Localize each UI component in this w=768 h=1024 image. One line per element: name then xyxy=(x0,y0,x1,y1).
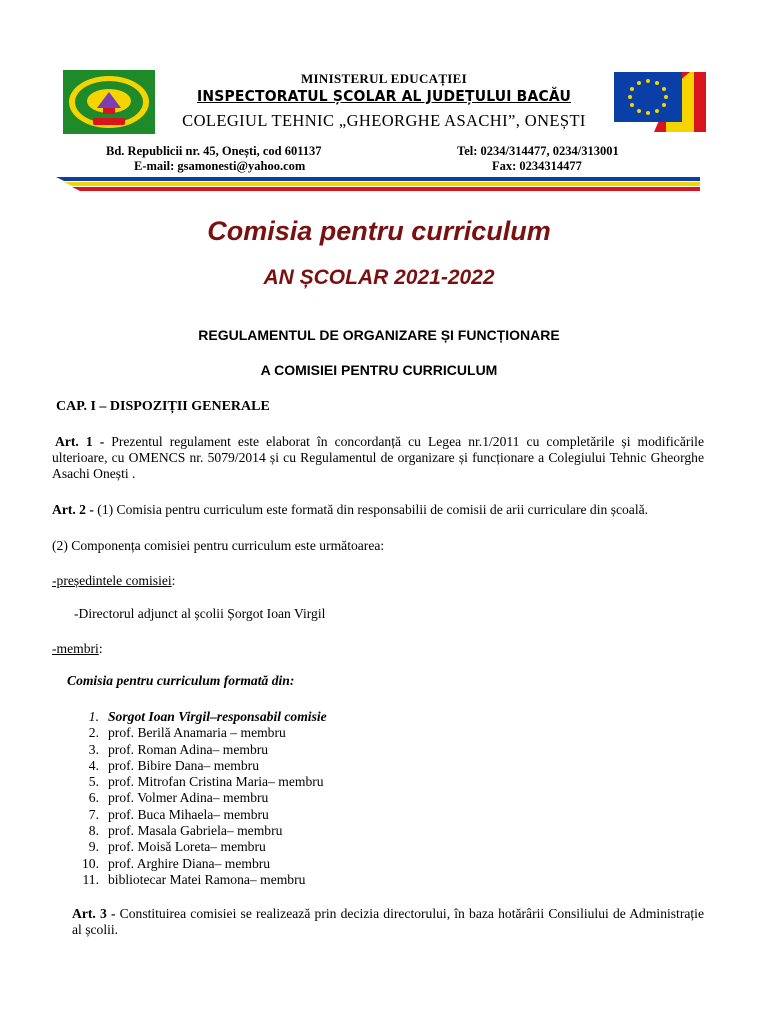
list-item: 4. prof. Bibire Dana– membru xyxy=(88,757,259,773)
list-item: 8. prof. Masala Gabriela– membru xyxy=(88,823,283,839)
ministry-name: MINISTERUL EDUCAȚIEI xyxy=(300,71,467,86)
article-2-paragraph-2: (2) Componența comisiei pentru curriculum este următoarea: xyxy=(52,538,385,553)
article-1 xyxy=(52,434,704,482)
president-label-colon: : xyxy=(171,573,176,588)
school-fax: Fax: 0234314477 xyxy=(492,159,582,173)
article-3-label: Art. 3 - xyxy=(72,906,116,921)
members-list-heading: Comisia pentru curriculum formată din: xyxy=(67,673,295,688)
document-title: Comisia pentru curriculum xyxy=(207,216,551,246)
list-item: 6. prof. Volmer Adina– membru xyxy=(88,790,269,806)
president-name: -Directorul adjunct al școlii Șorgot Ioan Virgil xyxy=(74,606,326,621)
members-label-text: -membri xyxy=(52,641,99,656)
list-item: 1. Sorgot Ioan Virgil–responsabil comisie xyxy=(88,709,327,724)
members-label xyxy=(52,641,704,657)
eu-romania-flag-logo xyxy=(614,72,706,132)
school-phone: Tel: 0234/314477, 0234/313001 xyxy=(457,144,619,158)
list-item: 11. bibliotecar Matei Ramona– membru xyxy=(82,871,306,887)
school-year: AN ȘCOLAR 2021-2022 xyxy=(263,266,495,289)
list-item: 7. prof. Buca Mihaela– membru xyxy=(88,806,269,822)
members-label-colon: : xyxy=(98,641,103,656)
regulation-title-line-2: A COMISIEI PENTRU CURRICULUM xyxy=(260,362,498,378)
college-name: COLEGIUL TEHNIC „GHEORGHE ASACHI”, ONEȘTI xyxy=(182,111,586,130)
article-1-label: Art. 1 - xyxy=(55,434,105,449)
tricolor-divider xyxy=(56,177,700,192)
president-label-text: -președintele comisiei xyxy=(52,573,172,588)
list-item: 2. prof. Berilă Anamaria – membru xyxy=(88,725,286,741)
article-3-text: Constituirea comisiei se realizează prin decizia directorului, în baza hotărârii Consiliului de Administrație al școlii. xyxy=(72,906,704,937)
list-item: 3. prof. Roman Adina– membru xyxy=(88,741,269,757)
article-2-text: (1) Comisia pentru curriculum este formată din responsabilii de comisii de arii curriculare din școală. xyxy=(93,502,649,517)
school-email: E-mail: gsamonesti@yahoo.com xyxy=(134,159,306,173)
list-item: 5. prof. Mitrofan Cristina Maria– membru xyxy=(88,774,324,790)
president-label xyxy=(52,573,704,589)
article-1-text: Prezentul regulament este elaborat în concordanță cu Legea nr.1/2011 cu completările și modificările ulterioare, cu OMENCS nr. 5079/2014 și cu Regulamentul de organizare și funcționare a Colegiului Tehnic Gheorghe Asachi Onești . xyxy=(52,434,704,481)
list-item: 9. prof. Moisă Loreta– membru xyxy=(88,839,266,855)
regulation-title-line-1: REGULAMENTUL DE ORGANIZARE ȘI FUNCȚIONARE xyxy=(198,327,560,343)
inspectorate-name: INSPECTORATUL ȘCOLAR AL JUDEȚULUI BACĂU xyxy=(197,87,571,105)
article-3 xyxy=(72,906,704,938)
list-item: 10. prof. Arghire Diana– membru xyxy=(82,855,271,871)
members-list xyxy=(76,709,327,888)
article-2-label: Art. 2 - xyxy=(52,502,94,517)
article-2 xyxy=(52,502,704,518)
school-address: Bd. Republicii nr. 45, Onești, cod 601137 xyxy=(106,144,322,158)
chapter-heading: CAP. I – DISPOZIȚII GENERALE xyxy=(56,399,270,414)
